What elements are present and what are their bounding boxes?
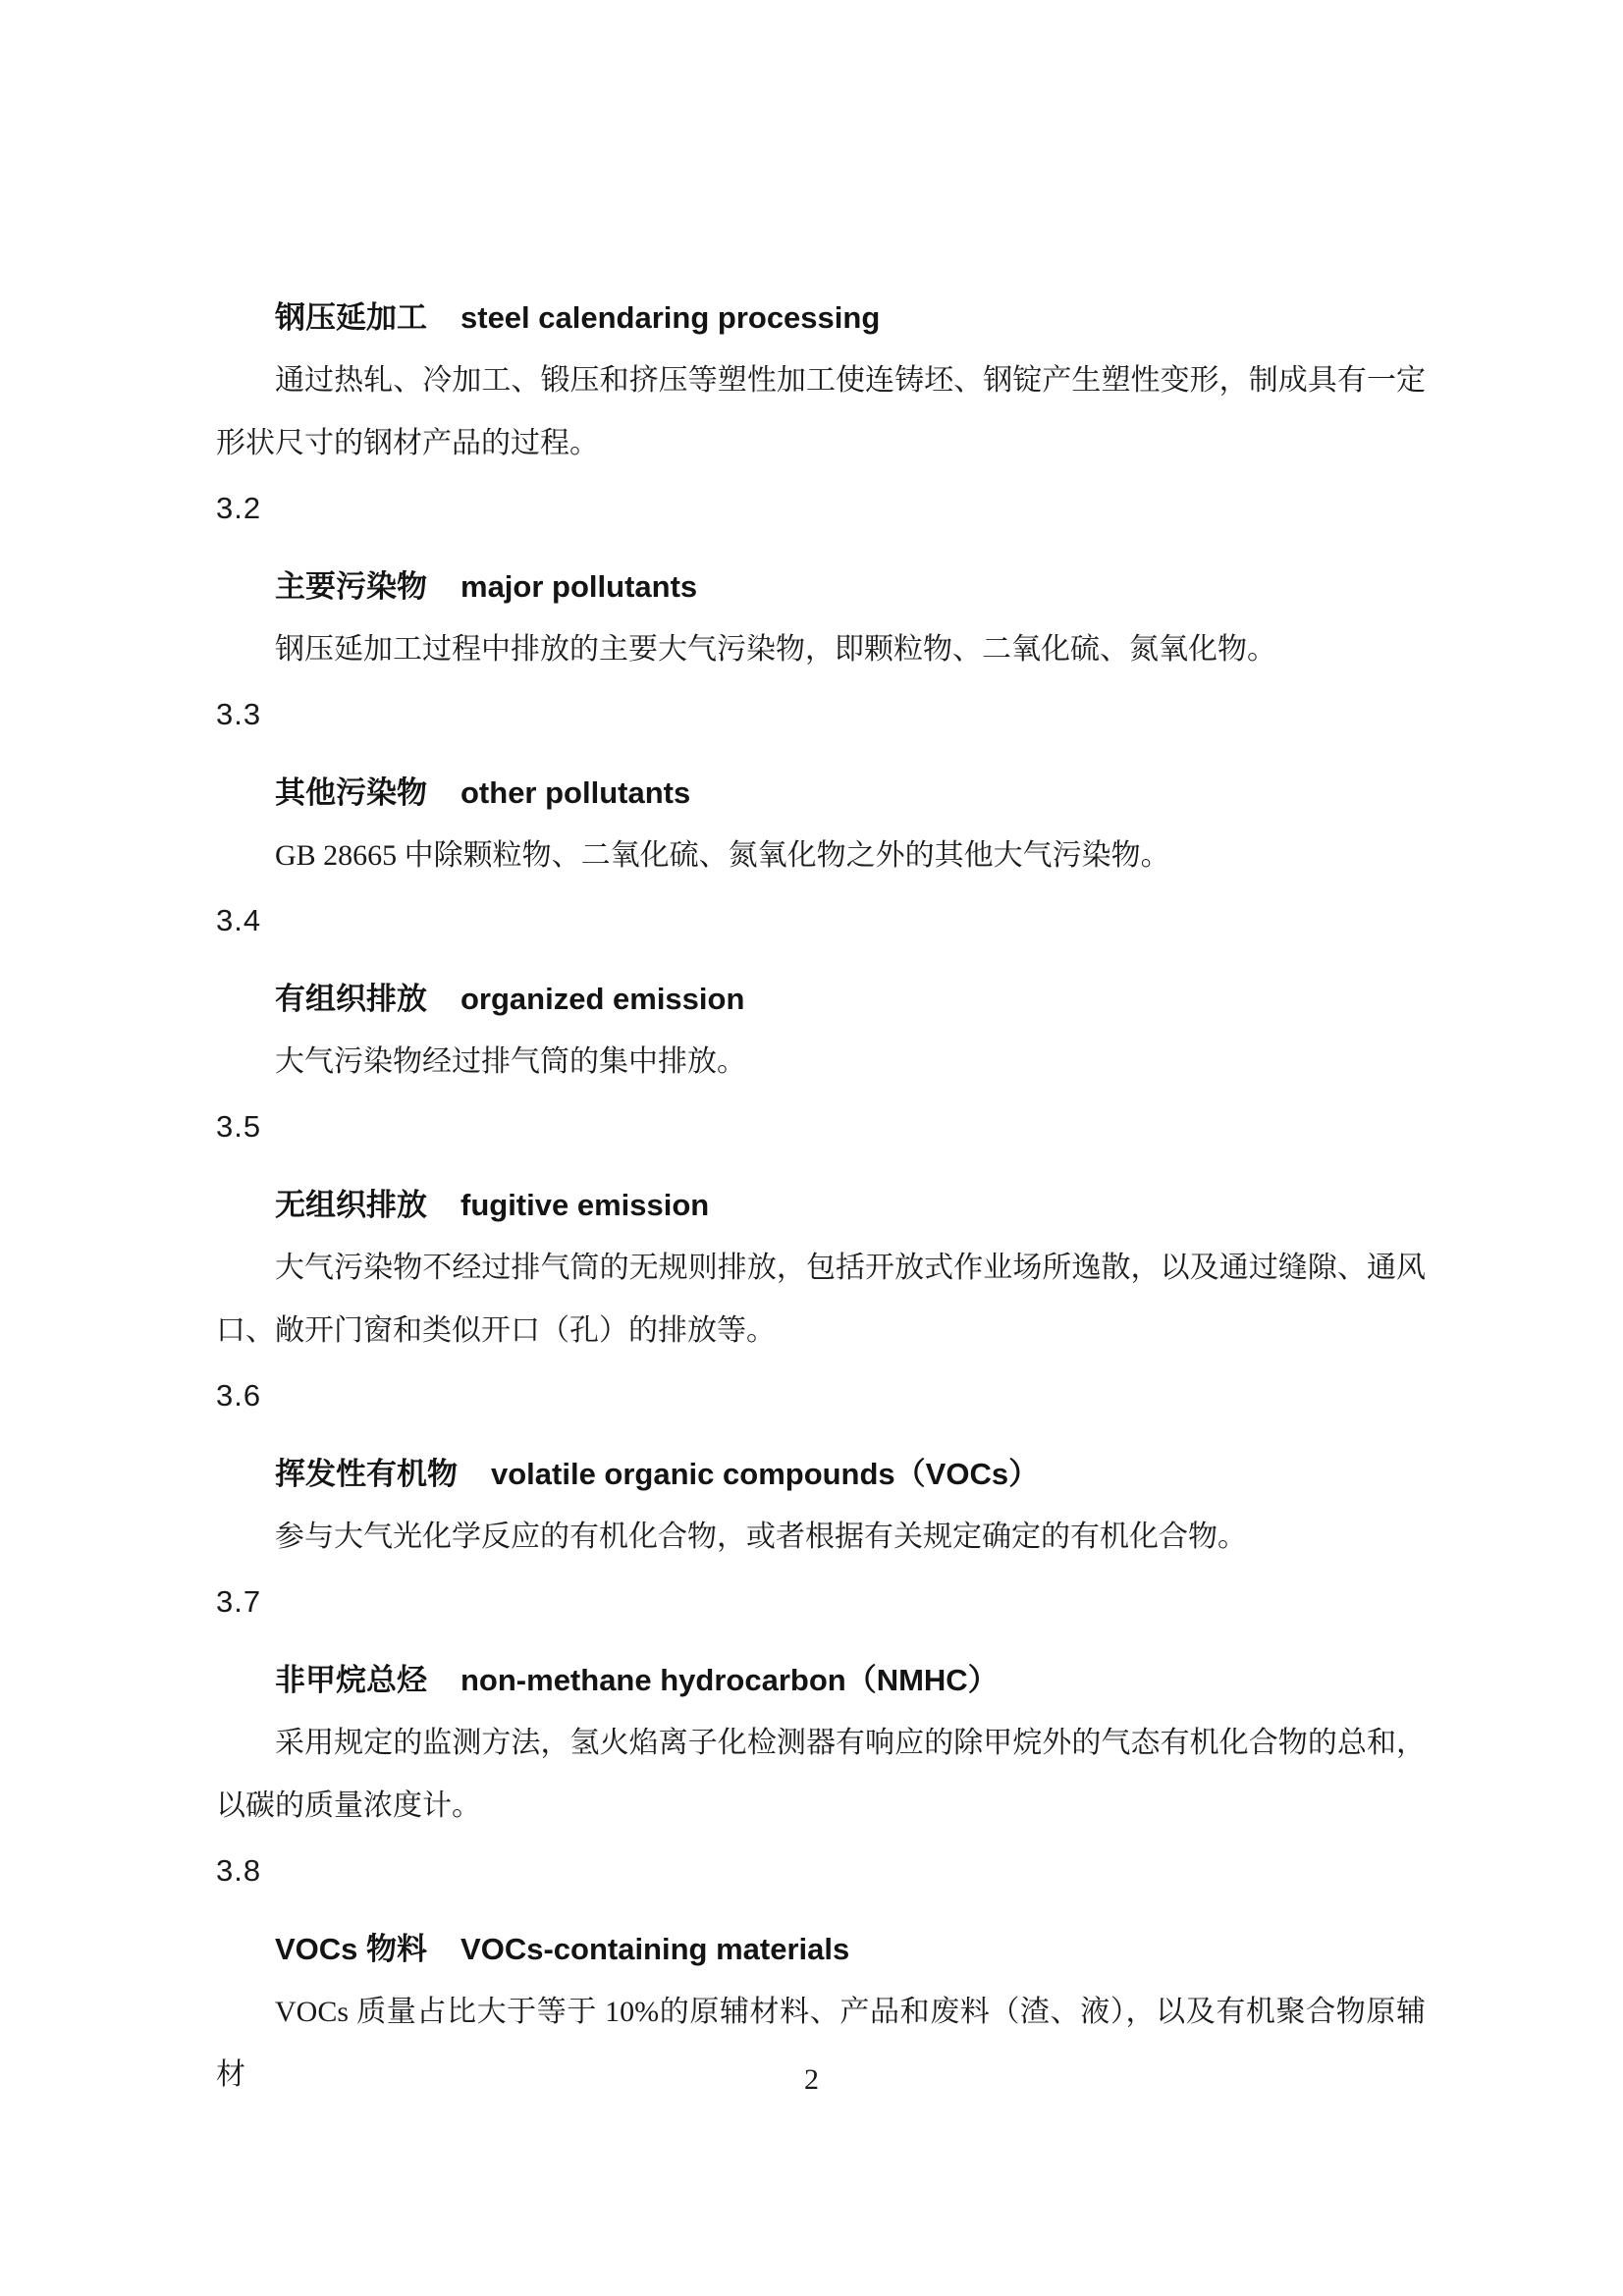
term-heading bbox=[275, 1649, 1426, 1712]
term-en: volatile organic compounds（VOCs） bbox=[491, 1457, 1040, 1491]
term-heading bbox=[275, 1174, 1426, 1237]
term-heading bbox=[275, 1443, 1426, 1506]
term-heading bbox=[275, 762, 1426, 825]
term-zh: 其他污染物 bbox=[275, 775, 427, 810]
term-section bbox=[216, 1095, 1426, 1362]
term-heading bbox=[275, 1918, 1426, 1981]
term-zh: 钢压延加工 bbox=[275, 300, 427, 335]
definition-text: VOCs 质量占比大于等于 10%的原辅材料、产品和废料（渣、液），以及有机聚合物原辅材 bbox=[216, 1996, 1426, 2091]
page-content bbox=[216, 271, 1426, 2107]
term-zh: 非甲烷总烃 bbox=[275, 1663, 427, 1697]
section-number: 3.2 bbox=[216, 491, 262, 525]
term-section bbox=[216, 477, 1426, 681]
term-zh: 挥发性有机物 bbox=[275, 1457, 458, 1491]
page-footer bbox=[0, 2061, 1623, 2099]
page-number: 2 bbox=[804, 2063, 819, 2096]
term-heading bbox=[275, 556, 1426, 618]
term-en: major pollutants bbox=[460, 569, 698, 604]
term-section bbox=[216, 889, 1426, 1094]
term-heading bbox=[275, 968, 1426, 1031]
section-number: 3.8 bbox=[216, 1853, 262, 1888]
term-en: organized emission bbox=[460, 982, 745, 1016]
term-zh: 无组织排放 bbox=[275, 1188, 427, 1222]
term-zh: 主要污染物 bbox=[275, 569, 427, 604]
definition-text: 大气污染物不经过排气筒的无规则排放，包括开放式作业场所逸散，以及通过缝隙、通风口、敞开门窗和类似开口（孔）的排放等。 bbox=[216, 1252, 1426, 1347]
term-section bbox=[216, 1571, 1426, 1838]
term-zh: VOCs 物料 bbox=[275, 1932, 428, 1966]
term-en: VOCs-containing materials bbox=[460, 1932, 850, 1966]
term-en: non-methane hydrocarbon（NMHC） bbox=[460, 1663, 999, 1697]
term-heading bbox=[275, 287, 1426, 349]
section-number: 3.3 bbox=[216, 697, 262, 731]
definition-text: 采用规定的监测方法，氢火焰离子化检测器有响应的除甲烷外的气态有机化合物的总和，以碳的质量浓度计。 bbox=[216, 1727, 1426, 1822]
definition-text: 通过热轧、冷加工、锻压和挤压等塑性加工使连铸坯、钢锭产生塑性变形，制成具有一定形状尺寸的钢材产品的过程。 bbox=[216, 364, 1426, 459]
term-section bbox=[216, 287, 1426, 475]
term-en: other pollutants bbox=[460, 775, 691, 810]
section-number: 3.7 bbox=[216, 1584, 262, 1619]
definition-text: 参与大气光化学反应的有机化合物，或者根据有关规定确定的有机化合物。 bbox=[275, 1521, 1247, 1553]
term-en: steel calendaring processing bbox=[460, 300, 881, 335]
term-en: fugitive emission bbox=[460, 1188, 710, 1222]
definition-text: 大气污染物经过排气筒的集中排放。 bbox=[275, 1045, 746, 1078]
definition-text: GB 28665 中除颗粒物、二氧化硫、氮氧化物之外的其他大气污染物。 bbox=[275, 839, 1170, 872]
term-section bbox=[216, 683, 1426, 887]
term-zh: 有组织排放 bbox=[275, 982, 427, 1016]
section-number: 3.4 bbox=[216, 903, 262, 937]
section-number: 3.6 bbox=[216, 1378, 262, 1413]
section-number: 3.5 bbox=[216, 1109, 262, 1144]
definition-text: 钢压延加工过程中排放的主要大气污染物，即颗粒物、二氧化硫、氮氧化物。 bbox=[275, 633, 1276, 666]
term-section bbox=[216, 1364, 1426, 1569]
